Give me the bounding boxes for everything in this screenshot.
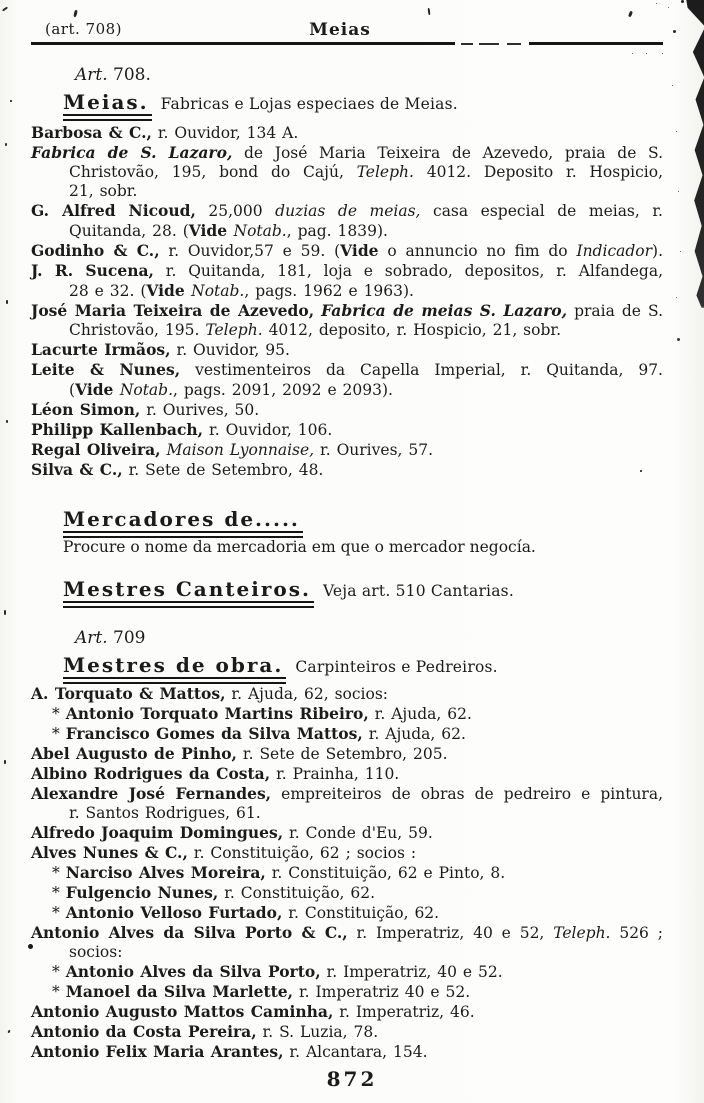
- text-segment: Albino Rodrigues da Costa,: [31, 764, 271, 783]
- entry-line: [31, 923, 663, 943]
- text-segment: José Maria Teixeira de Azevedo,: [31, 301, 315, 320]
- text-segment: 4012. Deposito r. Hospicio,: [413, 163, 663, 181]
- text-segment: r. Santos Rodrigues, 61.: [69, 804, 261, 822]
- entry-line: [52, 883, 663, 903]
- text-segment: Notab.: [119, 381, 174, 399]
- text-segment: r. Conde d'Eu, 59.: [283, 824, 433, 842]
- ink-speck: [28, 944, 33, 949]
- directory-entry: [31, 823, 663, 843]
- text-segment: Philipp Kallenbach,: [31, 420, 204, 439]
- directory-entry: [31, 301, 663, 340]
- text-segment: r. Sete de Setembro, 205.: [236, 745, 448, 763]
- directory-subentry: [31, 704, 663, 724]
- entry-line: [31, 143, 663, 163]
- text-segment: Christovão, 195.: [69, 321, 206, 339]
- text-segment: r. Sete de Setembro, 48.: [122, 461, 324, 479]
- text-segment: *: [52, 864, 66, 882]
- text-segment: *: [52, 963, 66, 981]
- text-segment: Teleph.: [205, 321, 263, 339]
- entry-line: [31, 804, 663, 823]
- text-segment: *: [52, 904, 66, 922]
- text-segment: Christovão, 195, bond do Cajú,: [69, 163, 357, 181]
- text-segment: r. Imperatriz 40 e 52.: [293, 983, 471, 1001]
- section-heading-title: Mestres de obra.: [63, 653, 286, 684]
- text-segment: socios:: [69, 943, 123, 961]
- text-segment: Vide: [75, 380, 120, 399]
- vertical-gap: [31, 557, 663, 574]
- text-segment: r. Imperatriz, 40 e 52.: [320, 963, 503, 981]
- ink-speck: [10, 100, 12, 102]
- text-segment: Notab.: [191, 282, 245, 300]
- header-rule-segment: [31, 42, 455, 45]
- ink-speck: [4, 610, 6, 615]
- text-segment: 4012, deposito, r. Hospicio, 21, sobr.: [262, 321, 562, 339]
- entry-line: [31, 123, 663, 143]
- entry-line: [31, 1002, 663, 1022]
- text-segment: r. Imperatriz, 46.: [333, 1003, 475, 1021]
- entry-line: [31, 201, 663, 221]
- text-segment: Manoel da Silva Marlette,: [65, 982, 294, 1001]
- text-segment: r. Constituição, 62.: [282, 904, 440, 922]
- directory-entry: [31, 1002, 663, 1022]
- directory-subentry: [31, 982, 663, 1002]
- vertical-gap: [31, 480, 663, 504]
- text-segment: r. Ouvidor, 134 A.: [151, 124, 299, 142]
- text-segment: *: [52, 983, 66, 1001]
- text-segment: r. S. Luzia, 78.: [256, 1023, 379, 1041]
- entry-line: [31, 440, 663, 460]
- text-segment: r. Constituição, 62 e Pinto, 8.: [265, 864, 506, 882]
- entry-line: [31, 784, 663, 804]
- entry-line: [31, 460, 663, 480]
- entry-line: [52, 724, 663, 744]
- text-segment: praia de S.: [567, 302, 663, 320]
- text-segment: (: [69, 381, 76, 399]
- text-segment: , pags. 1962 e 1963).: [244, 282, 414, 300]
- entry-line: [31, 261, 663, 281]
- directory-entry: [31, 684, 663, 704]
- text-segment: Abel Augusto de Pinho,: [31, 744, 237, 763]
- entry-line: [52, 962, 663, 982]
- text-segment: r. Ouvidor, 106.: [203, 421, 333, 439]
- entry-line: [31, 221, 663, 241]
- entry-line: [31, 163, 663, 182]
- text-segment: r. Alcantara, 154.: [283, 1043, 428, 1061]
- text-segment: *: [52, 705, 66, 723]
- section-heading: [63, 506, 663, 534]
- text-segment: r. Ouvidor, 95.: [170, 341, 290, 359]
- text-segment: Francisco Gomes da Silva Mattos,: [65, 724, 363, 743]
- text-segment: Indicador: [576, 242, 653, 260]
- text-segment: Godinho & C.,: [31, 241, 160, 260]
- section-heading: [63, 652, 663, 680]
- text-segment: *: [52, 884, 66, 902]
- running-head: [31, 20, 663, 40]
- text-segment: J. R. Sucena,: [31, 261, 154, 280]
- directory-entry: [31, 261, 663, 301]
- text-segment: Fulgencio Nunes,: [65, 883, 219, 902]
- entry-line: [31, 182, 663, 201]
- text-segment: r. Ajuda, 62.: [368, 705, 472, 723]
- header-rule-dash: [507, 43, 521, 45]
- directory-subentry: [31, 903, 663, 923]
- page-number: 872: [326, 1067, 378, 1091]
- entry-line: [52, 903, 663, 923]
- text-segment: Vide: [188, 221, 234, 240]
- entry-line: [31, 684, 663, 704]
- directory-entry: [31, 1042, 663, 1062]
- ink-speck: [6, 420, 8, 423]
- directory-entry: [31, 241, 663, 261]
- directory-entry: [31, 923, 663, 962]
- article-number-line: [75, 626, 663, 650]
- text-segment: Fabrica de S. Lazaro,: [31, 143, 233, 162]
- text-segment: Regal Oliveira,: [31, 440, 161, 459]
- directory-entry: [31, 764, 663, 784]
- text-segment: Teleph.: [553, 924, 611, 942]
- text-segment: r. Imperatriz, 40 e 52,: [347, 924, 554, 942]
- text-segment: Vide: [340, 241, 379, 260]
- entry-line: [31, 301, 663, 321]
- text-segment: r. Prainha, 110.: [270, 765, 400, 783]
- entry-line: [31, 764, 663, 784]
- directory-entry: [31, 744, 663, 764]
- directory-entry: [31, 440, 663, 460]
- text-segment: Antonio Torquato Martins Ribeiro,: [65, 704, 369, 723]
- scan-edge-grain: [681, 0, 684, 3]
- entry-line: [31, 241, 663, 261]
- text-segment: Fabrica de meias S. Lazaro,: [321, 301, 568, 320]
- text-segment: r. Ourives, 57.: [314, 441, 434, 459]
- text-segment: Quitanda, 28. (: [69, 222, 189, 240]
- text-segment: r. Ouvidor,57 e 59. (: [159, 242, 341, 260]
- text-segment: empreiteiros de obras de pedreiro e pintura,: [271, 785, 664, 803]
- text-segment: Leite & Nunes,: [31, 360, 181, 379]
- ink-speck: [4, 760, 6, 764]
- directory-entry: [31, 201, 663, 241]
- article-number-line: [75, 63, 663, 87]
- section-heading-title: Mestres Canteiros.: [63, 577, 314, 608]
- text-segment: 21, sobr.: [69, 182, 138, 200]
- header-rule: [0, 42, 704, 47]
- text-segment: , pag. 1839).: [286, 222, 388, 240]
- text-segment: r. Constituição, 62 ; socios :: [187, 844, 417, 862]
- entry-line: [31, 1022, 663, 1042]
- text-segment: de José Maria Teixeira de Azevedo, praia de S.: [232, 144, 664, 162]
- directory-entry: [31, 400, 663, 420]
- text-segment: duzias de meias,: [275, 202, 421, 220]
- entry-line: [31, 281, 663, 301]
- text-segment: , pags. 2091, 2092 e 2093).: [173, 381, 393, 399]
- entry-line: [31, 420, 663, 440]
- text-segment: Antonio Velloso Furtado,: [65, 903, 283, 922]
- section-heading-subtitle: Veja art. 510 Cantarias.: [322, 582, 514, 600]
- entry-line: [52, 704, 663, 724]
- directory-subentry: [31, 724, 663, 744]
- section-heading: [63, 89, 663, 117]
- running-head-title: Meias: [309, 20, 371, 40]
- ink-speck: [6, 300, 8, 304]
- text-segment: casa especial de meias, r.: [420, 202, 663, 220]
- directory-entry: [31, 784, 663, 823]
- text-segment: Teleph.: [356, 163, 414, 181]
- directory-entry: [31, 340, 663, 360]
- text-segment: 709: [107, 628, 146, 648]
- section-heading-subtitle: Carpinteiros e Pedreiros.: [295, 658, 498, 676]
- directory-subentry: [31, 962, 663, 982]
- ink-speck: [640, 470, 642, 472]
- text-segment: 708.: [107, 65, 151, 85]
- text-segment: 28 e 32. (: [69, 282, 147, 300]
- text-segment: 25,000: [195, 202, 276, 220]
- section-heading-title: Mercadores de.....: [63, 507, 303, 538]
- entry-line: [31, 744, 663, 764]
- text-segment: ).: [652, 242, 664, 260]
- ink-speck: [73, 10, 78, 18]
- running-head-article: (art. 708): [45, 20, 123, 38]
- section-note: Procure o nome da mercadoria em que o mercador negocía.: [63, 538, 536, 556]
- text-segment: r. Ajuda, 62, socios:: [225, 685, 388, 703]
- entry-line: [31, 380, 663, 400]
- entry-line: [52, 863, 663, 883]
- text-segment: Narciso Alves Moreira,: [65, 863, 266, 882]
- text-segment: Antonio Alves da Silva Porto,: [65, 962, 321, 981]
- entry-line: [52, 982, 663, 1002]
- entry-line: [31, 943, 663, 962]
- ink-speck: [428, 8, 431, 15]
- directory-entry: [31, 360, 663, 400]
- text-segment: r. Ourives, 50.: [140, 401, 260, 419]
- text-segment: Barbosa & C.,: [31, 123, 152, 142]
- text-segment: Antonio Felix Maria Arantes,: [31, 1042, 284, 1061]
- entry-line: [31, 823, 663, 843]
- text-segment: G. Alfred Nicoud,: [31, 201, 196, 220]
- text-segment: r. Constituição, 62.: [218, 884, 376, 902]
- header-rule-dash: [461, 43, 473, 45]
- entry-line: [31, 321, 663, 340]
- text-segment: Notab.: [233, 222, 287, 240]
- entry-line: [31, 843, 663, 863]
- directory-subentry: [31, 863, 663, 883]
- text-segment: vestimenteiros da Capella Imperial, r. Quitanda, 97.: [180, 361, 663, 379]
- section-heading-subtitle: Fabricas e Lojas especiaes de Meias.: [160, 95, 458, 113]
- directory-subentry: [31, 883, 663, 903]
- text-segment: Antonio Augusto Mattos Caminha,: [31, 1002, 334, 1021]
- directory-entry: [31, 460, 663, 480]
- section-heading: [63, 576, 663, 604]
- text-segment: r. Quitanda, 181, loja e sobrado, depositos, r. Alfandega,: [153, 262, 663, 280]
- text-segment: Vide: [146, 281, 192, 300]
- directory-entry: [31, 1022, 663, 1042]
- header-rule-dash: [479, 43, 499, 45]
- directory-blocks: [31, 63, 663, 1062]
- text-segment: Silva & C.,: [31, 460, 123, 479]
- directory-entry: [31, 123, 663, 143]
- text-segment: Alfredo Joaquim Domingues,: [31, 823, 284, 842]
- directory-entry: [31, 843, 663, 863]
- text-segment: Léon Simon,: [31, 400, 141, 419]
- ink-speck: [2, 6, 8, 11]
- text-segment: Art.: [75, 65, 108, 85]
- text-segment: Antonio Alves da Silva Porto & C.,: [31, 923, 348, 942]
- text-segment: o annuncio no fim do: [378, 242, 577, 260]
- entry-line: [31, 400, 663, 420]
- text-segment: A. Torquato & Mattos,: [31, 684, 226, 703]
- entry-line: [31, 360, 663, 380]
- text-segment: Alexandre José Fernandes,: [31, 784, 272, 803]
- text-segment: Alves Nunes & C.,: [31, 843, 188, 862]
- header-rule-segment: [529, 42, 663, 45]
- ink-speck: [7, 1030, 10, 1034]
- directory-entry: [31, 420, 663, 440]
- text-segment: Art.: [75, 628, 108, 648]
- text-segment: Maison Lyonnaise,: [166, 441, 315, 459]
- entry-line: [31, 1042, 663, 1062]
- text-segment: Lacurte Irmãos,: [31, 340, 171, 359]
- entry-line: [31, 340, 663, 360]
- ink-speck: [628, 11, 633, 18]
- directory-entry: [31, 143, 663, 201]
- text-segment: *: [52, 725, 66, 743]
- ink-speck: [5, 143, 7, 146]
- text-segment: r. Ajuda, 62.: [362, 725, 466, 743]
- section-heading-title: Meias.: [63, 90, 152, 121]
- text-segment: Antonio da Costa Pereira,: [31, 1022, 257, 1041]
- text-segment: 526 ;: [610, 924, 663, 942]
